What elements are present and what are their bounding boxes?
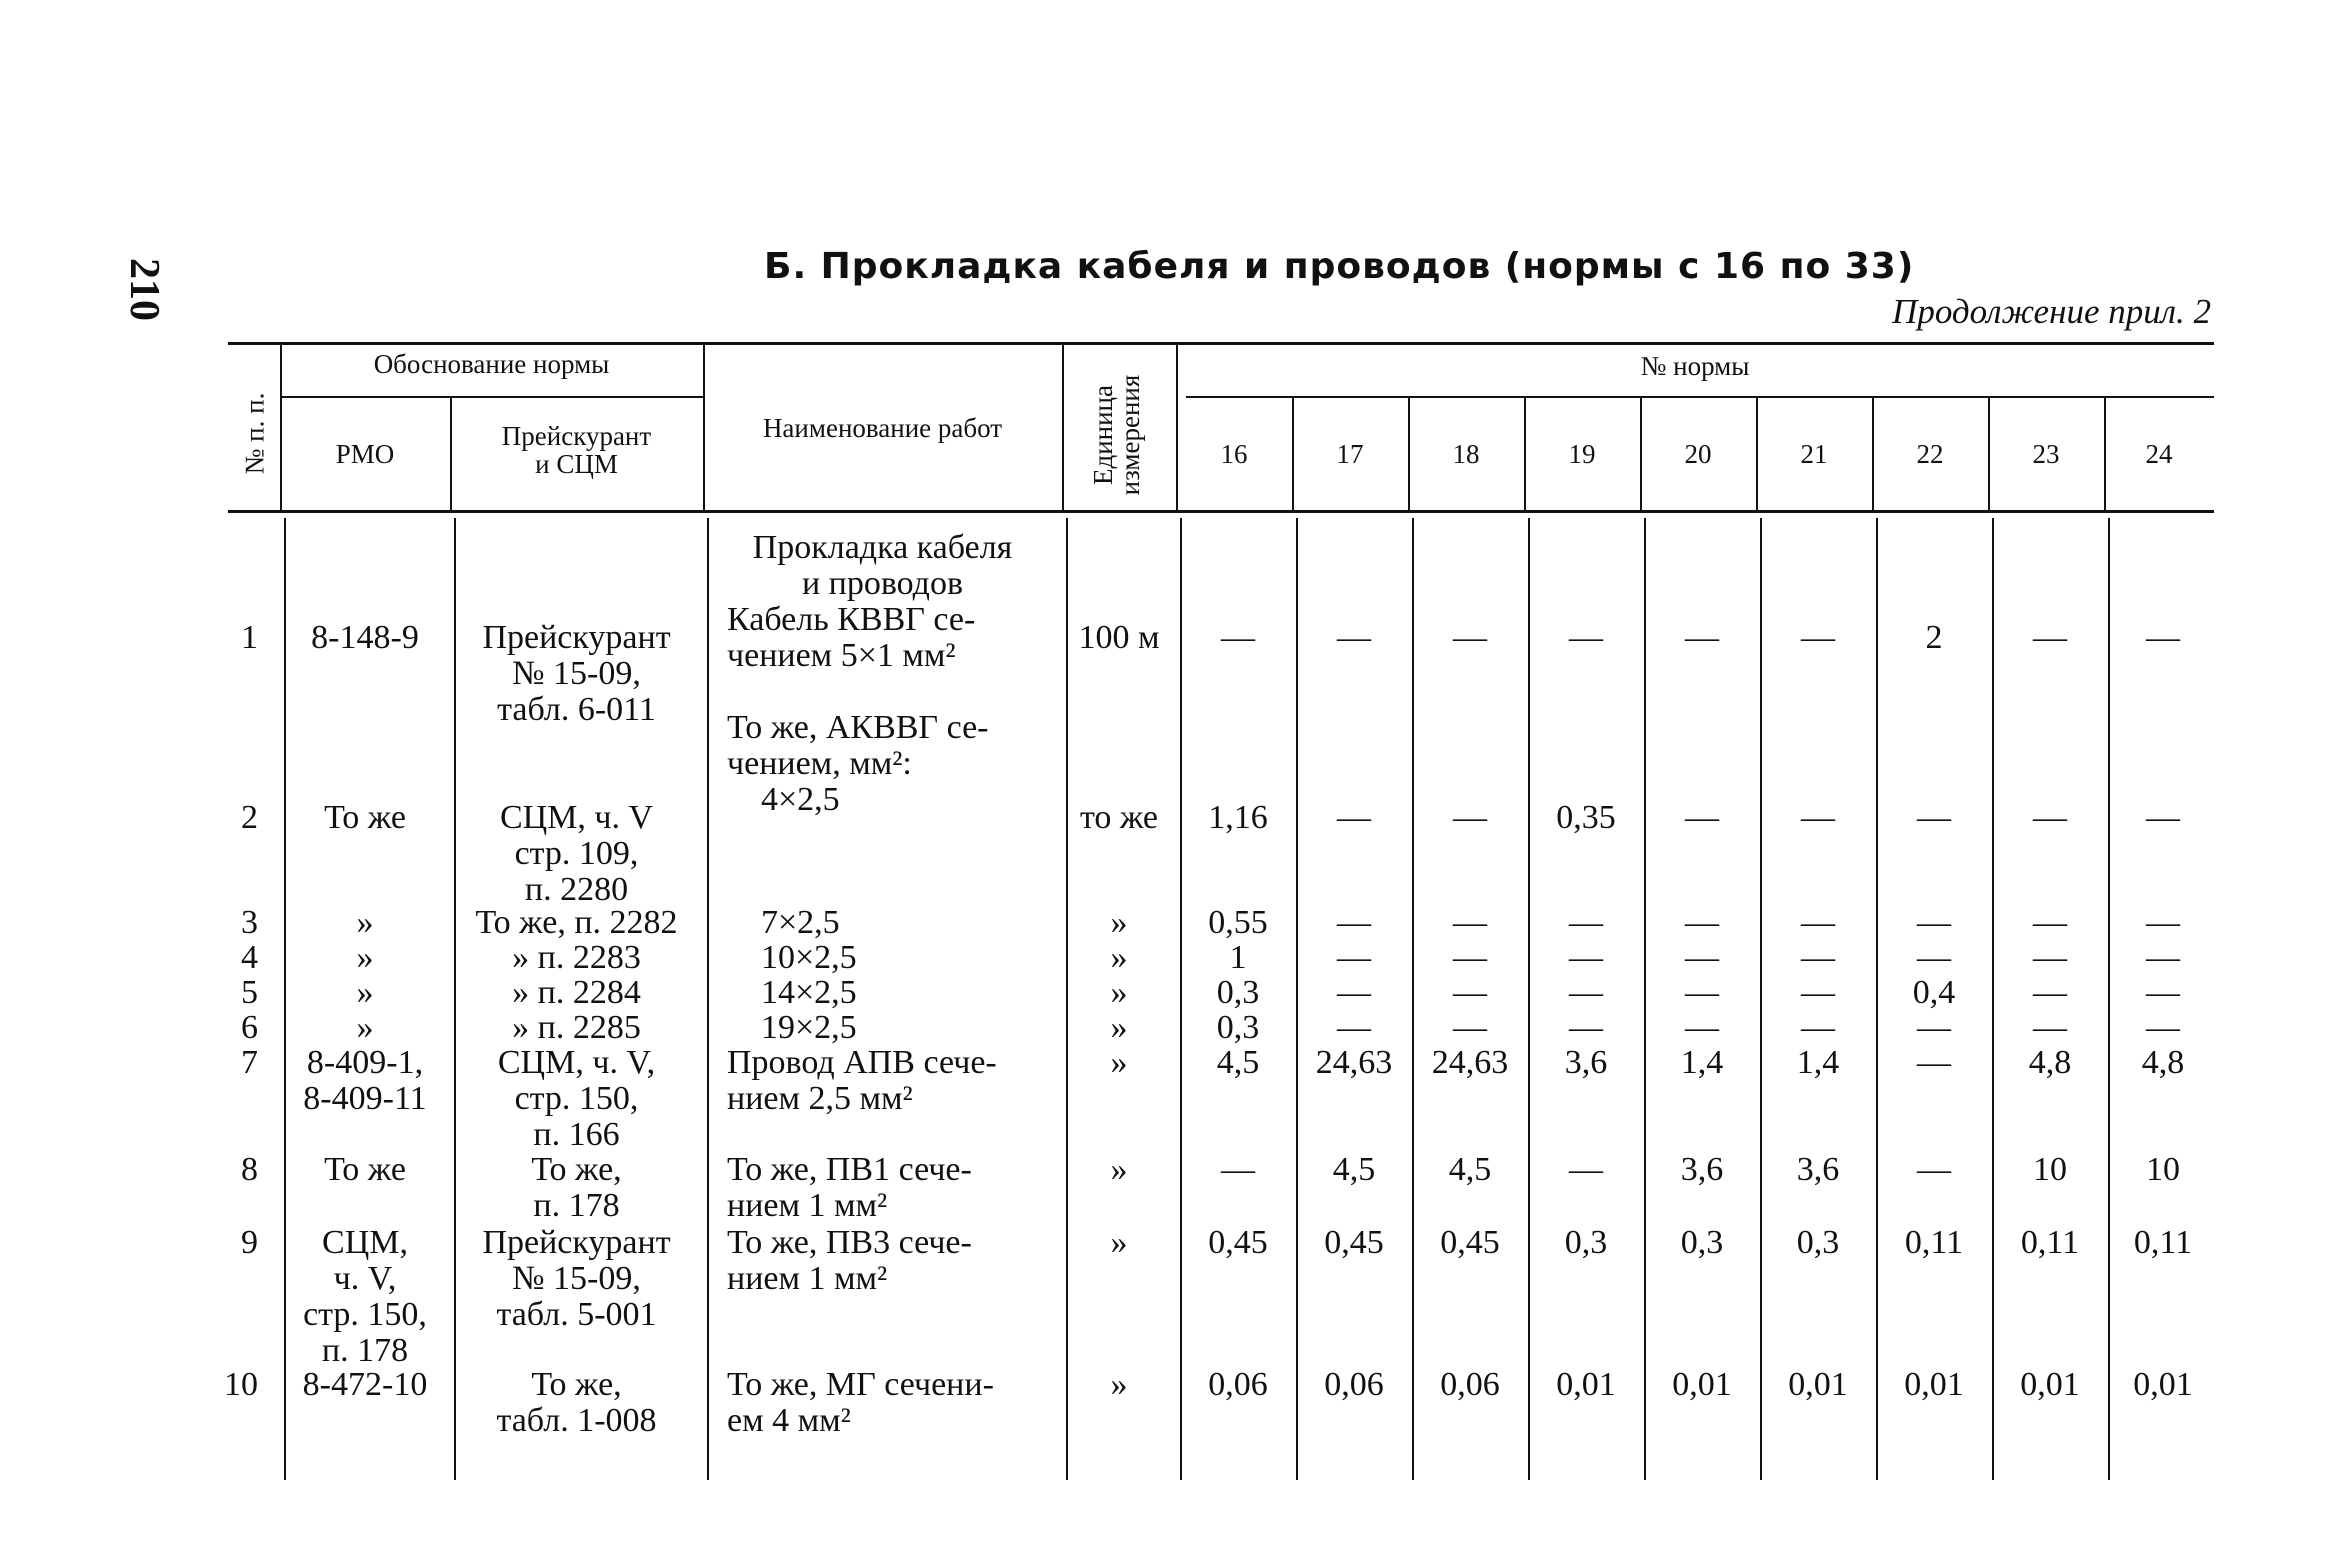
row-price: п. 2280: [524, 871, 629, 908]
row-number: 9: [241, 1224, 258, 1261]
header-norm-col: 21: [1800, 439, 1828, 469]
header-bottom-rule: [228, 510, 2214, 513]
row-price: Прейскурант: [482, 1224, 671, 1261]
row-norm-value: —: [1801, 1009, 1835, 1046]
row-norm-value: —: [2146, 619, 2180, 656]
row-price: п. 178: [533, 1187, 620, 1224]
page-subtitle: Продолжение прил. 2: [1892, 292, 2211, 331]
row-norm-value: 0,4: [1912, 974, 1956, 1011]
row-norm-value: 0,06: [1208, 1366, 1268, 1403]
row-norm-value: —: [1337, 904, 1371, 941]
row-price: табл. 6-011: [497, 691, 656, 728]
row-rmo: СЦМ,: [322, 1224, 408, 1261]
header-price: Прейскурант и СЦМ: [501, 421, 652, 480]
row-norm-value: —: [2146, 799, 2180, 836]
row-norm-value: —: [1453, 904, 1487, 941]
header-norm-col: 17: [1336, 439, 1364, 469]
row-norm-value: —: [1685, 939, 1719, 976]
row-rmo: »: [356, 939, 374, 976]
row-number: 7: [241, 1044, 258, 1081]
row-norm-value: 1,4: [1680, 1044, 1724, 1081]
row-rmo: 8-409-1,: [306, 1044, 424, 1081]
row-price: СЦМ, ч. V: [499, 799, 654, 836]
row-work: То же, ПВ1 сече-: [727, 1151, 972, 1188]
row-norm-value: 1,16: [1208, 799, 1268, 836]
norm-sub-rule: [1186, 396, 2214, 398]
row-norm-value: 0,3: [1564, 1224, 1608, 1261]
row-work: Прокладка кабеля: [752, 529, 1013, 566]
row-norm-value: —: [2033, 799, 2067, 836]
row-norm-value: 0,01: [1788, 1366, 1848, 1403]
row-unit: 100 м: [1078, 619, 1160, 656]
row-norm-value: —: [1685, 619, 1719, 656]
row-norm-value: —: [1801, 939, 1835, 976]
row-norm-value: —: [1685, 799, 1719, 836]
row-number: 2: [241, 799, 258, 836]
row-norm-value: —: [1917, 1151, 1951, 1188]
column-rule: [1062, 342, 1064, 510]
row-norm-value: —: [1453, 974, 1487, 1011]
row-norm-value: —: [2146, 904, 2180, 941]
row-norm-value: —: [1569, 939, 1603, 976]
row-work: ем 4 мм²: [727, 1402, 851, 1439]
row-norm-value: 0,01: [2133, 1366, 2193, 1403]
header-norm-col: 23: [2032, 439, 2060, 469]
row-work: 4×2,5: [761, 781, 840, 818]
row-norm-value: —: [2146, 939, 2180, 976]
page-title: Б. Прокладка кабеля и проводов (нормы с 16 по 33): [764, 246, 1915, 287]
row-norm-value: —: [1337, 974, 1371, 1011]
header-rmo: РМО: [335, 439, 395, 469]
row-norm-value: —: [1801, 904, 1835, 941]
row-norm-value: —: [1801, 799, 1835, 836]
row-work: То же, МГ сечени-: [727, 1366, 994, 1403]
header-norm-col: 16: [1220, 439, 1248, 469]
row-work: чением, мм²:: [727, 745, 912, 782]
row-norm-value: —: [1453, 619, 1487, 656]
row-norm-value: 0,01: [1672, 1366, 1732, 1403]
row-norm-value: —: [1917, 1009, 1951, 1046]
row-norm-value: 0,06: [1440, 1366, 1500, 1403]
row-norm-value: —: [2146, 1009, 2180, 1046]
row-norm-value: —: [2033, 974, 2067, 1011]
row-norm-value: —: [1337, 619, 1371, 656]
row-rmo: »: [356, 904, 374, 941]
row-unit: »: [1110, 1151, 1128, 1188]
row-price: То же, п. 2282: [475, 904, 678, 941]
row-norm-value: 24,63: [1431, 1044, 1509, 1081]
row-norm-value: 4,5: [1216, 1044, 1260, 1081]
row-norm-value: 0,45: [1208, 1224, 1268, 1261]
row-work: 10×2,5: [761, 939, 857, 976]
row-norm-value: 0,11: [1904, 1224, 1964, 1261]
row-norm-value: 3,6: [1564, 1044, 1608, 1081]
row-norm-value: 4,5: [1332, 1151, 1376, 1188]
row-norm-value: 10: [2033, 1151, 2067, 1188]
row-norm-value: 0,11: [2020, 1224, 2080, 1261]
row-price: » п. 2283: [512, 939, 641, 976]
row-norm-value: 4,5: [1448, 1151, 1492, 1188]
row-price: № 15-09,: [512, 655, 641, 692]
row-norm-value: —: [1453, 939, 1487, 976]
row-unit: »: [1110, 1366, 1128, 1403]
row-number: 4: [241, 939, 258, 976]
row-work: 7×2,5: [761, 904, 840, 941]
row-norm-value: —: [1917, 799, 1951, 836]
row-norm-value: —: [1917, 1044, 1951, 1081]
row-work: чением 5×1 мм²: [727, 637, 956, 674]
header-norm-col: 24: [2145, 439, 2173, 469]
row-rmo: То же: [324, 799, 406, 836]
row-price: стр. 150,: [514, 1080, 639, 1117]
row-unit: »: [1110, 1224, 1128, 1261]
row-norm-value: 1: [1229, 939, 1247, 976]
row-number: 3: [241, 904, 258, 941]
row-rmo: 8-472-10: [302, 1366, 428, 1403]
row-norm-value: —: [1337, 799, 1371, 836]
row-norm-value: —: [1801, 974, 1835, 1011]
row-price: » п. 2285: [512, 1009, 641, 1046]
row-norm-value: 0,11: [2133, 1224, 2193, 1261]
row-unit: »: [1110, 939, 1128, 976]
row-norm-value: 24,63: [1315, 1044, 1393, 1081]
row-norm-value: 0,55: [1208, 904, 1268, 941]
row-norm-value: 0,45: [1440, 1224, 1500, 1261]
page-number: 210: [121, 258, 167, 321]
row-work: 14×2,5: [761, 974, 857, 1011]
row-price: табл. 1-008: [496, 1402, 657, 1439]
row-norm-value: —: [2033, 904, 2067, 941]
row-unit: то же: [1079, 799, 1159, 836]
row-norm-value: —: [1569, 1151, 1603, 1188]
row-norm-value: —: [1569, 1009, 1603, 1046]
basis-sub-rule: [280, 396, 703, 398]
row-rmo: »: [356, 1009, 374, 1046]
row-norm-value: —: [1569, 974, 1603, 1011]
row-number: 10: [224, 1366, 258, 1403]
row-work: То же, АКВВГ се-: [727, 709, 989, 746]
row-rmo: п. 178: [321, 1332, 409, 1369]
row-unit: »: [1110, 1009, 1128, 1046]
header-unit: Единица измерения: [1088, 374, 1145, 496]
row-norm-value: 0,35: [1556, 799, 1616, 836]
row-norm-value: —: [2033, 939, 2067, 976]
row-price: » п. 2284: [512, 974, 641, 1011]
row-price: стр. 109,: [514, 835, 639, 872]
row-rmo: »: [356, 974, 374, 1011]
row-norm-value: —: [1685, 1009, 1719, 1046]
row-rmo: 8-409-11: [303, 1080, 427, 1117]
row-norm-value: 0,3: [1796, 1224, 1840, 1261]
row-norm-value: 0,01: [2020, 1366, 2080, 1403]
row-work: 19×2,5: [761, 1009, 857, 1046]
row-price: СЦМ, ч. V,: [497, 1044, 656, 1081]
row-norm-value: 4,8: [2028, 1044, 2072, 1081]
row-price: № 15-09,: [512, 1260, 641, 1297]
row-norm-value: —: [1337, 939, 1371, 976]
header-norm-col: 20: [1684, 439, 1712, 469]
row-norm-value: 0,3: [1680, 1224, 1724, 1261]
row-norm-value: 3,6: [1796, 1151, 1840, 1188]
row-norm-value: 10: [2146, 1151, 2180, 1188]
row-norm-value: 0,3: [1216, 1009, 1260, 1046]
row-price: табл. 5-001: [496, 1296, 657, 1333]
header-norm-col: 18: [1452, 439, 1480, 469]
row-number: 8: [241, 1151, 258, 1188]
row-norm-value: —: [1337, 1009, 1371, 1046]
header-norm: № нормы: [1640, 351, 1750, 381]
row-price: То же,: [531, 1151, 622, 1188]
header-norm-col: 22: [1916, 439, 1944, 469]
row-norm-value: —: [2033, 619, 2067, 656]
header-norm-col: 19: [1568, 439, 1596, 469]
row-rmo: стр. 150,: [303, 1296, 427, 1333]
row-norm-value: 0,06: [1324, 1366, 1384, 1403]
row-norm-value: —: [1453, 799, 1487, 836]
row-norm-value: 3,6: [1680, 1151, 1724, 1188]
row-work: То же, ПВ3 сече-: [727, 1224, 972, 1261]
row-work: нием 1 мм²: [727, 1187, 888, 1224]
row-rmo: 8-148-9: [311, 619, 419, 656]
row-norm-value: 0,01: [1904, 1366, 1964, 1403]
row-rmo: То же: [324, 1151, 406, 1188]
row-unit: »: [1110, 1044, 1128, 1081]
column-rule: [707, 518, 709, 1480]
row-norm-value: —: [2146, 974, 2180, 1011]
row-norm-value: —: [1221, 619, 1255, 656]
row-work: Провод АПВ сече-: [727, 1044, 997, 1081]
row-norm-value: —: [1569, 619, 1603, 656]
row-norm-value: 0,01: [1556, 1366, 1616, 1403]
row-number: 5: [241, 974, 258, 1011]
row-norm-value: —: [1917, 904, 1951, 941]
header-work: Наименование работ: [762, 413, 1003, 443]
row-price: То же,: [531, 1366, 622, 1403]
row-norm-value: 0,45: [1324, 1224, 1384, 1261]
row-number: 6: [241, 1009, 258, 1046]
row-number: 1: [241, 619, 258, 656]
row-rmo: ч. V,: [333, 1260, 397, 1297]
row-norm-value: —: [1801, 619, 1835, 656]
row-norm-value: —: [1569, 904, 1603, 941]
row-work: и проводов: [801, 565, 964, 602]
row-unit: »: [1110, 904, 1128, 941]
row-norm-value: —: [1917, 939, 1951, 976]
row-unit: »: [1110, 974, 1128, 1011]
row-norm-value: 0,3: [1216, 974, 1260, 1011]
row-norm-value: 2: [1925, 619, 1943, 656]
row-norm-value: —: [1221, 1151, 1255, 1188]
row-price: Прейскурант: [482, 619, 671, 656]
row-norm-value: —: [1453, 1009, 1487, 1046]
table-top-rule: [228, 342, 2214, 345]
row-work: нием 2,5 мм²: [727, 1080, 913, 1117]
row-norm-value: 1,4: [1796, 1044, 1840, 1081]
row-price: п. 166: [533, 1116, 620, 1153]
header-basis: Обоснование нормы: [373, 349, 610, 379]
row-norm-value: —: [1685, 904, 1719, 941]
row-norm-value: —: [1685, 974, 1719, 1011]
row-norm-value: —: [2033, 1009, 2067, 1046]
row-work: нием 1 мм²: [727, 1260, 888, 1297]
row-norm-value: 4,8: [2141, 1044, 2185, 1081]
header-index: № п. п.: [239, 392, 270, 475]
row-work: Кабель КВВГ се-: [727, 601, 976, 638]
